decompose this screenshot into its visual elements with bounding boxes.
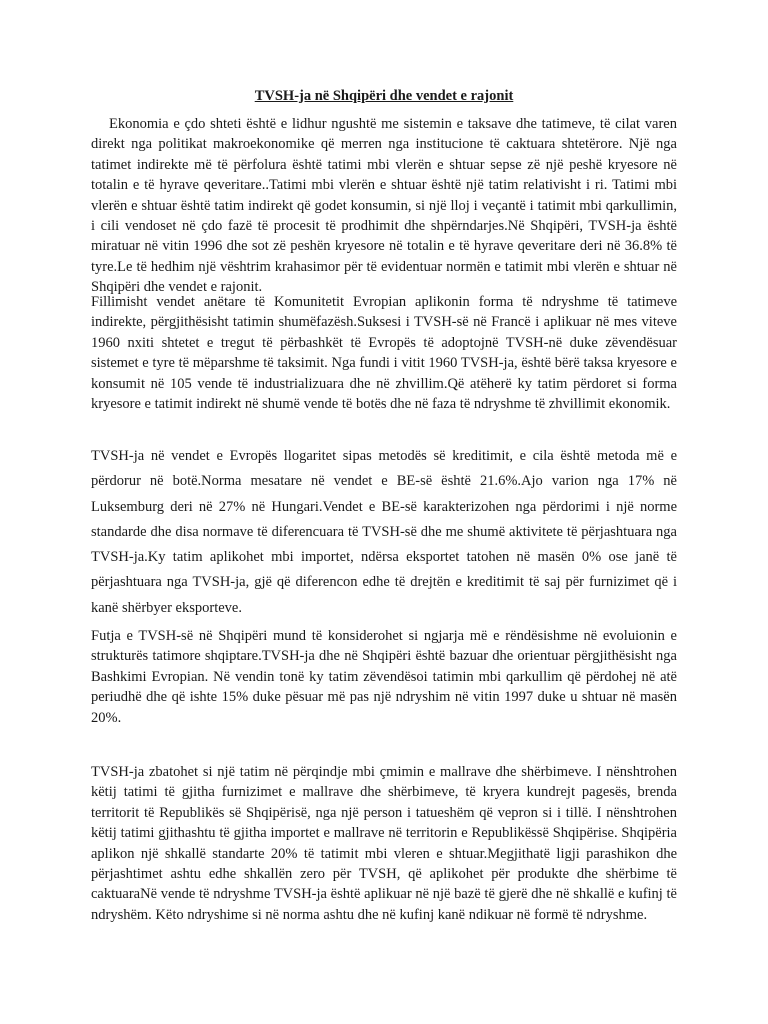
paragraph-history: Fillimisht vendet anëtare të Komunitetit Evropian aplikonin forma të ndryshme të tatimeve indirekte, përgjithësisht tatimin shumëfazësh.Suksesi i TVSH-së në Francë i aplikuar në mes viteve 1960 nxiti shtetet e tregut të përbashkët të Evropës të adoptojnë TVSH-në duke zëvendësuar sistemet e tyre të mëparshme të taksimit. Nga fundi i vitit 1960 TVSH-ja, është bërë taksa kryesore e konsumit në 105 vende të industrializuara dhe në zhvillim.Që atëherë ky tatim përdoret si forma kryesore e tatimit indirekt në shumë vende të botës dhe në faza të ndryshme të zhvillimit ekonomik. [91, 294, 677, 413]
document-title: TVSH-ja në Shqipëri dhe vendet e rajonit [254, 88, 514, 104]
paragraph-albania-introduction: Futja e TVSH-së në Shqipëri mund të konsiderohet si ngjarja më e rëndësishme në evoluionin e strukturës tatimore shqiptare.TVSH-ja dhe në Shqipëri është bazuar dhe orientuar përgjithësisht nga Bashkimi Evropian. Në vendin tonë ky tatim zëvendësoi tatimin mbi qarkullim që përdohej në atë periudhë dhe që ishte 15% duke pësuar më pas një ndryshim në vitin 1997 duke u shtuar në masën 20%. [91, 628, 677, 726]
paragraph-europe: TVSH-ja në vendet e Evropës llogaritet sipas metodës së kreditimit, e cila është metoda më e përdorur në botë.Norma mesatare në vendet e BE-së është 21.6%.Ajo varion nga 17% në Luksemburg deri në 27% në Hungari.Vendet e BE-së karakterizohen nga përdorimi i një norme standarde dhe disa normave të diferencuara të TVSH-së dhe me shumë aktivitete të përjashtuara nga TVSH-ja.Ky tatim aplikohet mbi importet, ndërsa eksportet tatohen në masën 0% ose janë të përjashtuara nga TVSH-ja, gjë që diferencon edhe të drejtën e kreditimit të saj për furnizimet që i kanë shërbyer eksporteve. [91, 448, 677, 616]
paragraph-application: TVSH-ja zbatohet si një tatim në përqindje mbi çmimin e mallrave dhe shërbimeve. I nënshtrohen këtij tatimi të gjitha furnizimet e mallrave dhe shërbimeve, të kryera kundrejt pagesës, brenda territorit të Republikës së Shqipërisë, nga një person i tatueshëm që vepron si i tillë. I nënshtrohen këtij tatimi gjithashtu të gjitha importet e mallrave në territorin e Republikëssë Shqipërise. Shqipëria aplikon një shkallë standarte 20% të tatimit mbi vleren e shtuar.Megjithatë ligji parashikon dhe përjashtimet ashtu edhe shkallën zero për TVSH, që aplikohet për produkte dhe shërbime të caktuaraNë vende të ndryshme TVSH-ja është aplikuar në një bazë të gjerë dhe në shkallë e kufinj të ndryshëm. Këto ndryshime si në norma ashtu dhe në kufinj kanë ndikuar në formë të ndryshme. [91, 764, 677, 923]
paragraph-intro: Ekonomia e çdo shteti është e lidhur ngushtë me sistemin e taksave dhe tatimeve, të cilat varen direkt nga politikat makroekonomike që merren nga institucione të caktuara shtetërore. Një nga tatimet indirekte më të përfolura është tatimi mbi vlerën e shtuar sepse zë një peshë kryesore në totalin e të hyrave qeveritare..Tatimi mbi vlerën e shtuar është një tatim relativisht i ri. Tatimi mbi vlerën e shtuar është tatim indirekt që godet konsumin, si një lloj i veçantë i tatimit mbi qarkullimin, i cili vendoset në çdo fazë të procesit të prodhimit dhe shpërndarjes.Në Shqipëri, TVSH-ja është miratuar në vitin 1996 dhe sot zë peshën kryesore në totalin e të hyrave qeveritare deri në 36.8% të tyre.Le të hedhim një vështrim krahasimor për të evidentuar normën e tatimit mbi vlerën e shtuar në Shqipëri dhe vendet e rajonit. [91, 116, 677, 296]
